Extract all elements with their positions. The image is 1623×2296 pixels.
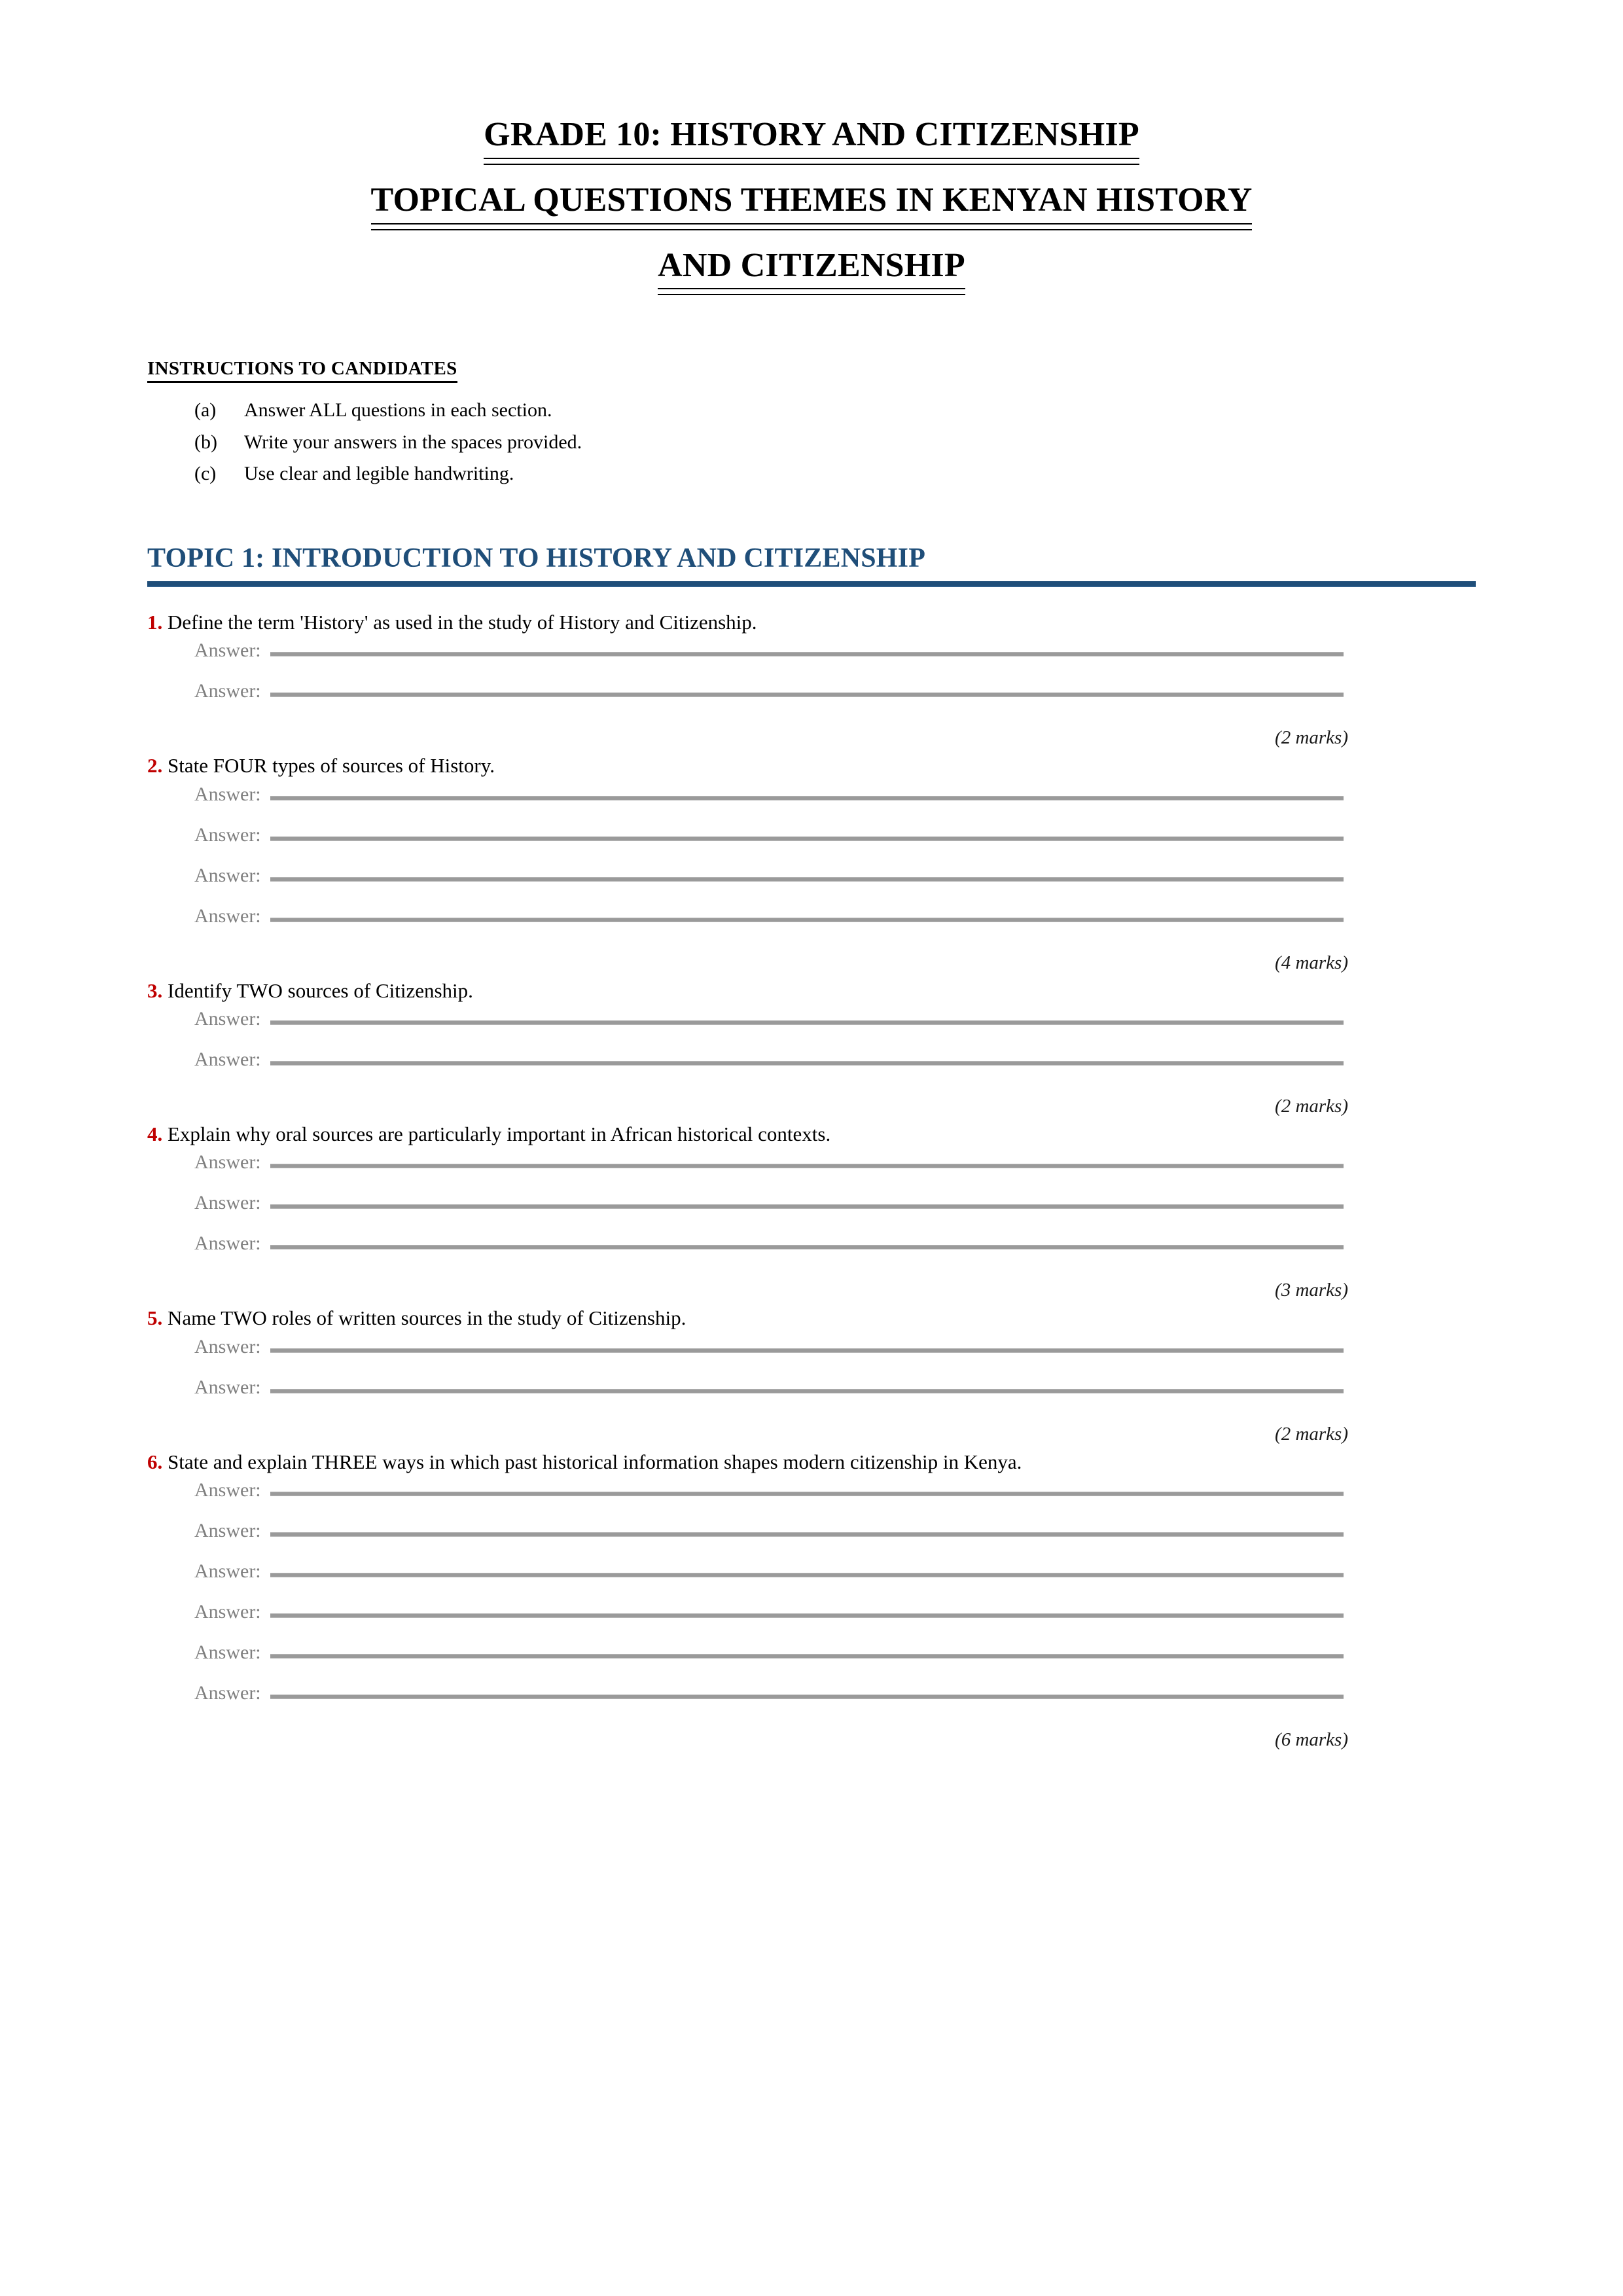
- question-block: [147, 1121, 1476, 1301]
- marks-allocation: (2 marks): [1275, 1095, 1348, 1117]
- answer-write-rule[interactable]: [270, 918, 1344, 922]
- question-text: [147, 1305, 1476, 1331]
- instruction-item: [194, 427, 1476, 459]
- answer-label: Answer:: [194, 823, 261, 846]
- title-line-2-text: TOPICAL QUESTIONS THEMES IN KENYAN HISTORY: [371, 177, 1253, 230]
- answer-line[interactable]: [194, 1520, 1476, 1560]
- instruction-text: Answer ALL questions in each section.: [244, 399, 552, 422]
- question-block: [147, 978, 1476, 1117]
- answer-write-rule[interactable]: [270, 877, 1344, 882]
- answer-label: Answer:: [194, 1192, 261, 1214]
- questions-list: [147, 609, 1476, 1751]
- topic-heading: TOPIC 1: INTRODUCTION TO HISTORY AND CITIZENSHIP: [147, 543, 926, 574]
- instruction-marker: (c): [194, 463, 217, 485]
- answer-write-rule[interactable]: [270, 1532, 1344, 1537]
- question-block: [147, 753, 1476, 973]
- marks-allocation: (4 marks): [1275, 952, 1348, 973]
- answer-label: Answer:: [194, 1479, 261, 1501]
- answer-write-rule[interactable]: [270, 1061, 1344, 1066]
- question-number: 1.: [147, 611, 163, 634]
- answer-write-rule[interactable]: [270, 692, 1344, 697]
- answer-write-rule[interactable]: [270, 1389, 1344, 1393]
- answer-write-rule[interactable]: [270, 1654, 1344, 1659]
- answer-line[interactable]: [194, 1479, 1476, 1520]
- marks-allocation: (6 marks): [1275, 1729, 1348, 1750]
- question-number: 3.: [147, 978, 163, 1002]
- title-line-2: [147, 177, 1476, 230]
- question-block: [147, 1305, 1476, 1444]
- question-block: [147, 1449, 1476, 1751]
- answer-write-rule[interactable]: [270, 1020, 1344, 1025]
- answer-label: Answer:: [194, 1007, 261, 1030]
- answer-write-rule[interactable]: [270, 1204, 1344, 1209]
- question-text: [147, 609, 1476, 636]
- answer-write-rule[interactable]: [270, 1245, 1344, 1249]
- topic-section: [147, 543, 1476, 587]
- answer-line[interactable]: [194, 783, 1476, 824]
- topic-divider: [147, 581, 1476, 587]
- instruction-item: [194, 395, 1476, 427]
- answer-write-rule[interactable]: [270, 836, 1344, 841]
- answer-label: Answer:: [194, 1641, 261, 1663]
- answer-line[interactable]: [194, 1232, 1476, 1273]
- instruction-item: [194, 458, 1476, 490]
- instructions-section: [147, 358, 1476, 490]
- answer-label: Answer:: [194, 1376, 261, 1398]
- title-line-3-text: AND CITIZENSHIP: [658, 242, 965, 296]
- answer-label: Answer:: [194, 639, 261, 662]
- answer-lines-group: [147, 1151, 1476, 1273]
- question-prompt: Explain why oral sources are particularly important in African historical contexts.: [168, 1122, 831, 1145]
- question-block: [147, 609, 1476, 749]
- answer-write-rule[interactable]: [270, 652, 1344, 656]
- answer-line[interactable]: [194, 865, 1476, 905]
- answer-line[interactable]: [194, 1336, 1476, 1376]
- answer-label: Answer:: [194, 1151, 261, 1174]
- title-line-1: [147, 111, 1476, 165]
- answer-line[interactable]: [194, 824, 1476, 865]
- answer-write-rule[interactable]: [270, 796, 1344, 800]
- question-number: 4.: [147, 1122, 163, 1145]
- answer-label: Answer:: [194, 1232, 261, 1255]
- answer-label: Answer:: [194, 864, 261, 886]
- answer-line[interactable]: [194, 905, 1476, 946]
- answer-write-rule[interactable]: [270, 1573, 1344, 1577]
- marks-allocation: (3 marks): [1275, 1280, 1348, 1301]
- instruction-marker: (a): [194, 399, 217, 422]
- answer-label: Answer:: [194, 783, 261, 805]
- question-number: 5.: [147, 1306, 163, 1330]
- question-text: [147, 1449, 1476, 1475]
- answer-label: Answer:: [194, 1560, 261, 1582]
- answer-line[interactable]: [194, 1008, 1476, 1049]
- title-line-3: [147, 242, 1476, 296]
- answer-label: Answer:: [194, 905, 261, 927]
- answer-write-rule[interactable]: [270, 1695, 1344, 1699]
- answer-label: Answer:: [194, 1048, 261, 1070]
- question-text: [147, 978, 1476, 1004]
- answer-line[interactable]: [194, 1049, 1476, 1089]
- answer-line[interactable]: [194, 680, 1476, 721]
- answer-line[interactable]: [194, 1192, 1476, 1232]
- answer-line[interactable]: [194, 1151, 1476, 1192]
- instruction-text: Write your answers in the spaces provided.: [244, 431, 582, 453]
- question-text: [147, 1121, 1476, 1147]
- question-prompt: State and explain THREE ways in which past historical information shapes modern citizenship in Kenya.: [168, 1450, 1022, 1473]
- answer-lines-group: [147, 1008, 1476, 1089]
- page-title: [147, 111, 1476, 295]
- answer-line[interactable]: [194, 1560, 1476, 1601]
- answer-label: Answer:: [194, 1335, 261, 1357]
- answer-lines-group: [147, 639, 1476, 721]
- answer-label: Answer:: [194, 1681, 261, 1704]
- question-text: [147, 753, 1476, 779]
- answer-write-rule[interactable]: [270, 1164, 1344, 1168]
- answer-lines-group: [147, 783, 1476, 946]
- answer-write-rule[interactable]: [270, 1613, 1344, 1618]
- title-line-1-text: GRADE 10: HISTORY AND CITIZENSHIP: [484, 111, 1139, 165]
- answer-write-rule[interactable]: [270, 1348, 1344, 1353]
- answer-lines-group: [147, 1479, 1476, 1723]
- answer-label: Answer:: [194, 680, 261, 702]
- answer-label: Answer:: [194, 1600, 261, 1623]
- marks-allocation: (2 marks): [1275, 1423, 1348, 1444]
- question-number: 6.: [147, 1450, 163, 1473]
- answer-line[interactable]: [194, 639, 1476, 680]
- answer-label: Answer:: [194, 1519, 261, 1541]
- answer-line[interactable]: [194, 1641, 1476, 1682]
- question-prompt: Identify TWO sources of Citizenship.: [168, 978, 473, 1002]
- instructions-list: [147, 395, 1476, 490]
- question-prompt: Name TWO roles of written sources in the study of Citizenship.: [168, 1306, 687, 1330]
- question-prompt: Define the term 'History' as used in the study of History and Citizenship.: [168, 611, 757, 634]
- instruction-marker: (b): [194, 431, 217, 453]
- question-number: 2.: [147, 754, 163, 778]
- answer-write-rule[interactable]: [270, 1492, 1344, 1496]
- answer-line[interactable]: [194, 1682, 1476, 1723]
- marks-allocation: (2 marks): [1275, 727, 1348, 749]
- answer-line[interactable]: [194, 1376, 1476, 1417]
- instruction-text: Use clear and legible handwriting.: [244, 463, 514, 485]
- instructions-heading: INSTRUCTIONS TO CANDIDATES: [147, 358, 457, 383]
- answer-line[interactable]: [194, 1601, 1476, 1641]
- answer-lines-group: [147, 1336, 1476, 1417]
- question-prompt: State FOUR types of sources of History.: [168, 754, 495, 778]
